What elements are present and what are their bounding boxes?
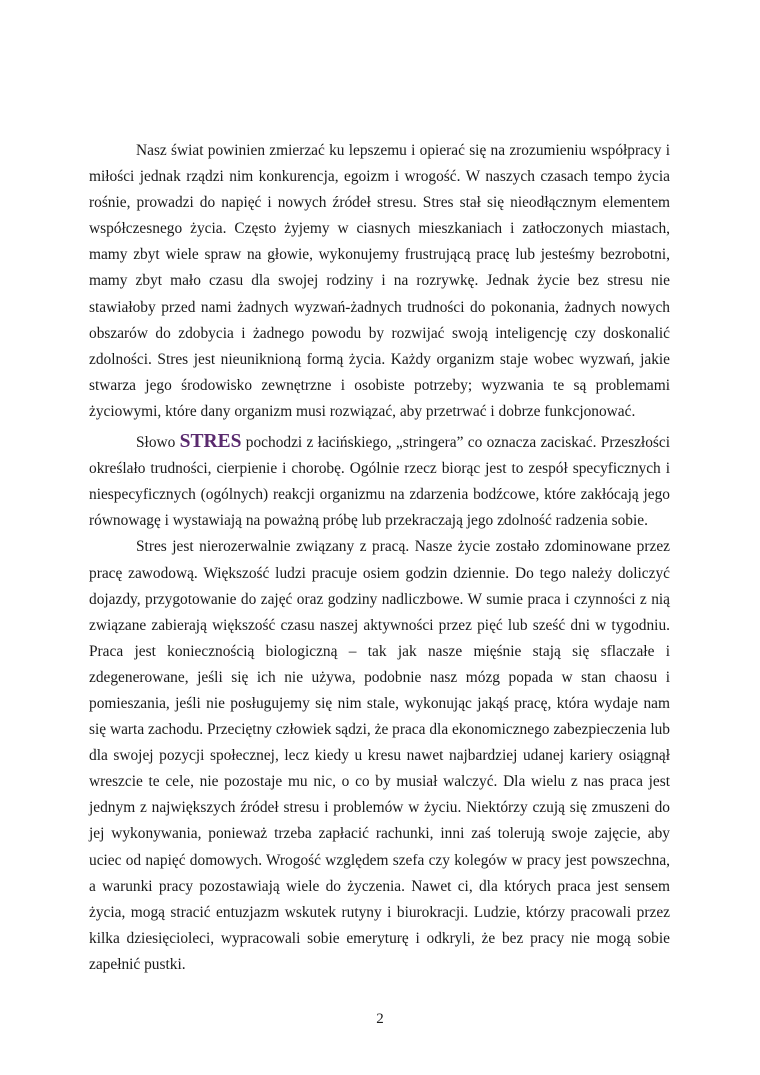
paragraph-3: Stres jest nierozerwalnie związany z pracą. Nasze życie zostało zdominowane przez pracę zawodową. Większość ludzi pracuje osiem godzin dziennie. Do tego należy doliczyć dojazdy, przygotowanie do zajęć oraz godziny nadliczbowe. W sumie praca i czynności z nią związane zabierają większość czasu naszej aktywności przez pięć lub sześć dni w tygodniu. Praca jest koniecznością biologiczną – tak jak nasze mięśnie stają się sflaczałe i zdegenerowane, jeśli się ich nie używa, podobnie nasz mózg popada w stan chaosu i pomieszania, jeśli nie posługujemy się nim stale, wykonując jakąś pracę, która wydaje nam się warta zachodu. Przeciętny człowiek sądzi, że praca dla ekonomicznego zabezpieczenia lub dla swojej pozycji społecznej, lecz kiedy u kresu nawet najbardziej udanej kariery osiągnął wreszcie te cele, nie pozostaje mu nic, o co by musiał walczyć. Dla wielu z nas praca jest jednym z największych źródeł stresu i problemów w życiu. Niektórzy czują się zmuszeni do jej wykonywania, ponieważ trzeba zapłacić rachunki, inni zaś tolerują swoje zajęcie, aby uciec od napięć domowych. Wrogość względem szefa czy kolegów w pracy jest powszechna, a warunki pracy pozostawiają wiele do życzenia. Nawet ci, dla których praca jest sensem życia, mogą stracić entuzjazm wskutek rutyny i biurokracji. Ludzie, którzy pracowali przez kilka dziesięcioleci, wypracowali sobie emeryturę i odkryli, że bez pracy nie mogą sobie zapełnić pustki. [89,538,670,973]
page-number: 2 [376,1011,384,1027]
paragraph-2-rest: pochodzi z łacińskiego, „stringera” co oznacza zaciskać. Przeszłości określało trudności, cierpienie i chorobę. Ogólnie rzecz biorąc jest to zespół specyficznych i niespecyficznych (ogólnych) reakcji organizmu na zdarzenia bodźcowe, które zakłócają jego równowagę i wystawiają na poważną próbę lub przekraczają jego zdolność radzenia sobie. [89,434,670,530]
paragraph-2 [89,429,670,534]
stres-emphasis: STRES [179,431,242,453]
document-body [89,138,670,978]
paragraph-2-lead: Słowo [136,434,180,452]
paragraph-1: Nasz świat powinien zmierzać ku lepszemu i opierać się na zrozumieniu współpracy i miłości jednak rządzi nim konkurencja, egoizm i wrogość. W naszych czasach tempo życia rośnie, prowadzi do napięć i nowych źródeł stresu. Stres stał się nieodłącznym elementem współczesnego życia. Często żyjemy w ciasnych mieszkaniach i zatłoczonych miastach, mamy zbyt wiele spraw na głowie, wykonujemy frustrującą pracę lub jesteśmy bezrobotni, mamy zbyt mało czasu dla swojej rodziny i na rozrywkę. Jednak życie bez stresu nie stawiałoby przed nami żadnych wyzwań-żadnych trudności do pokonania, żadnych nowych obszarów do zdobycia i żadnego powodu by rozwijać swoją inteligencję czy doskonalić zdolności. Stres jest nieuniknioną formą życia. Każdy organizm staje wobec wyzwań, jakie stwarza jego środowisko zewnętrzne i osobiste potrzeby; wyzwania te są problemami życiowymi, które dany organizm musi rozwiązać, aby przetrwać i dobrze funkcjonować. [89,142,670,420]
